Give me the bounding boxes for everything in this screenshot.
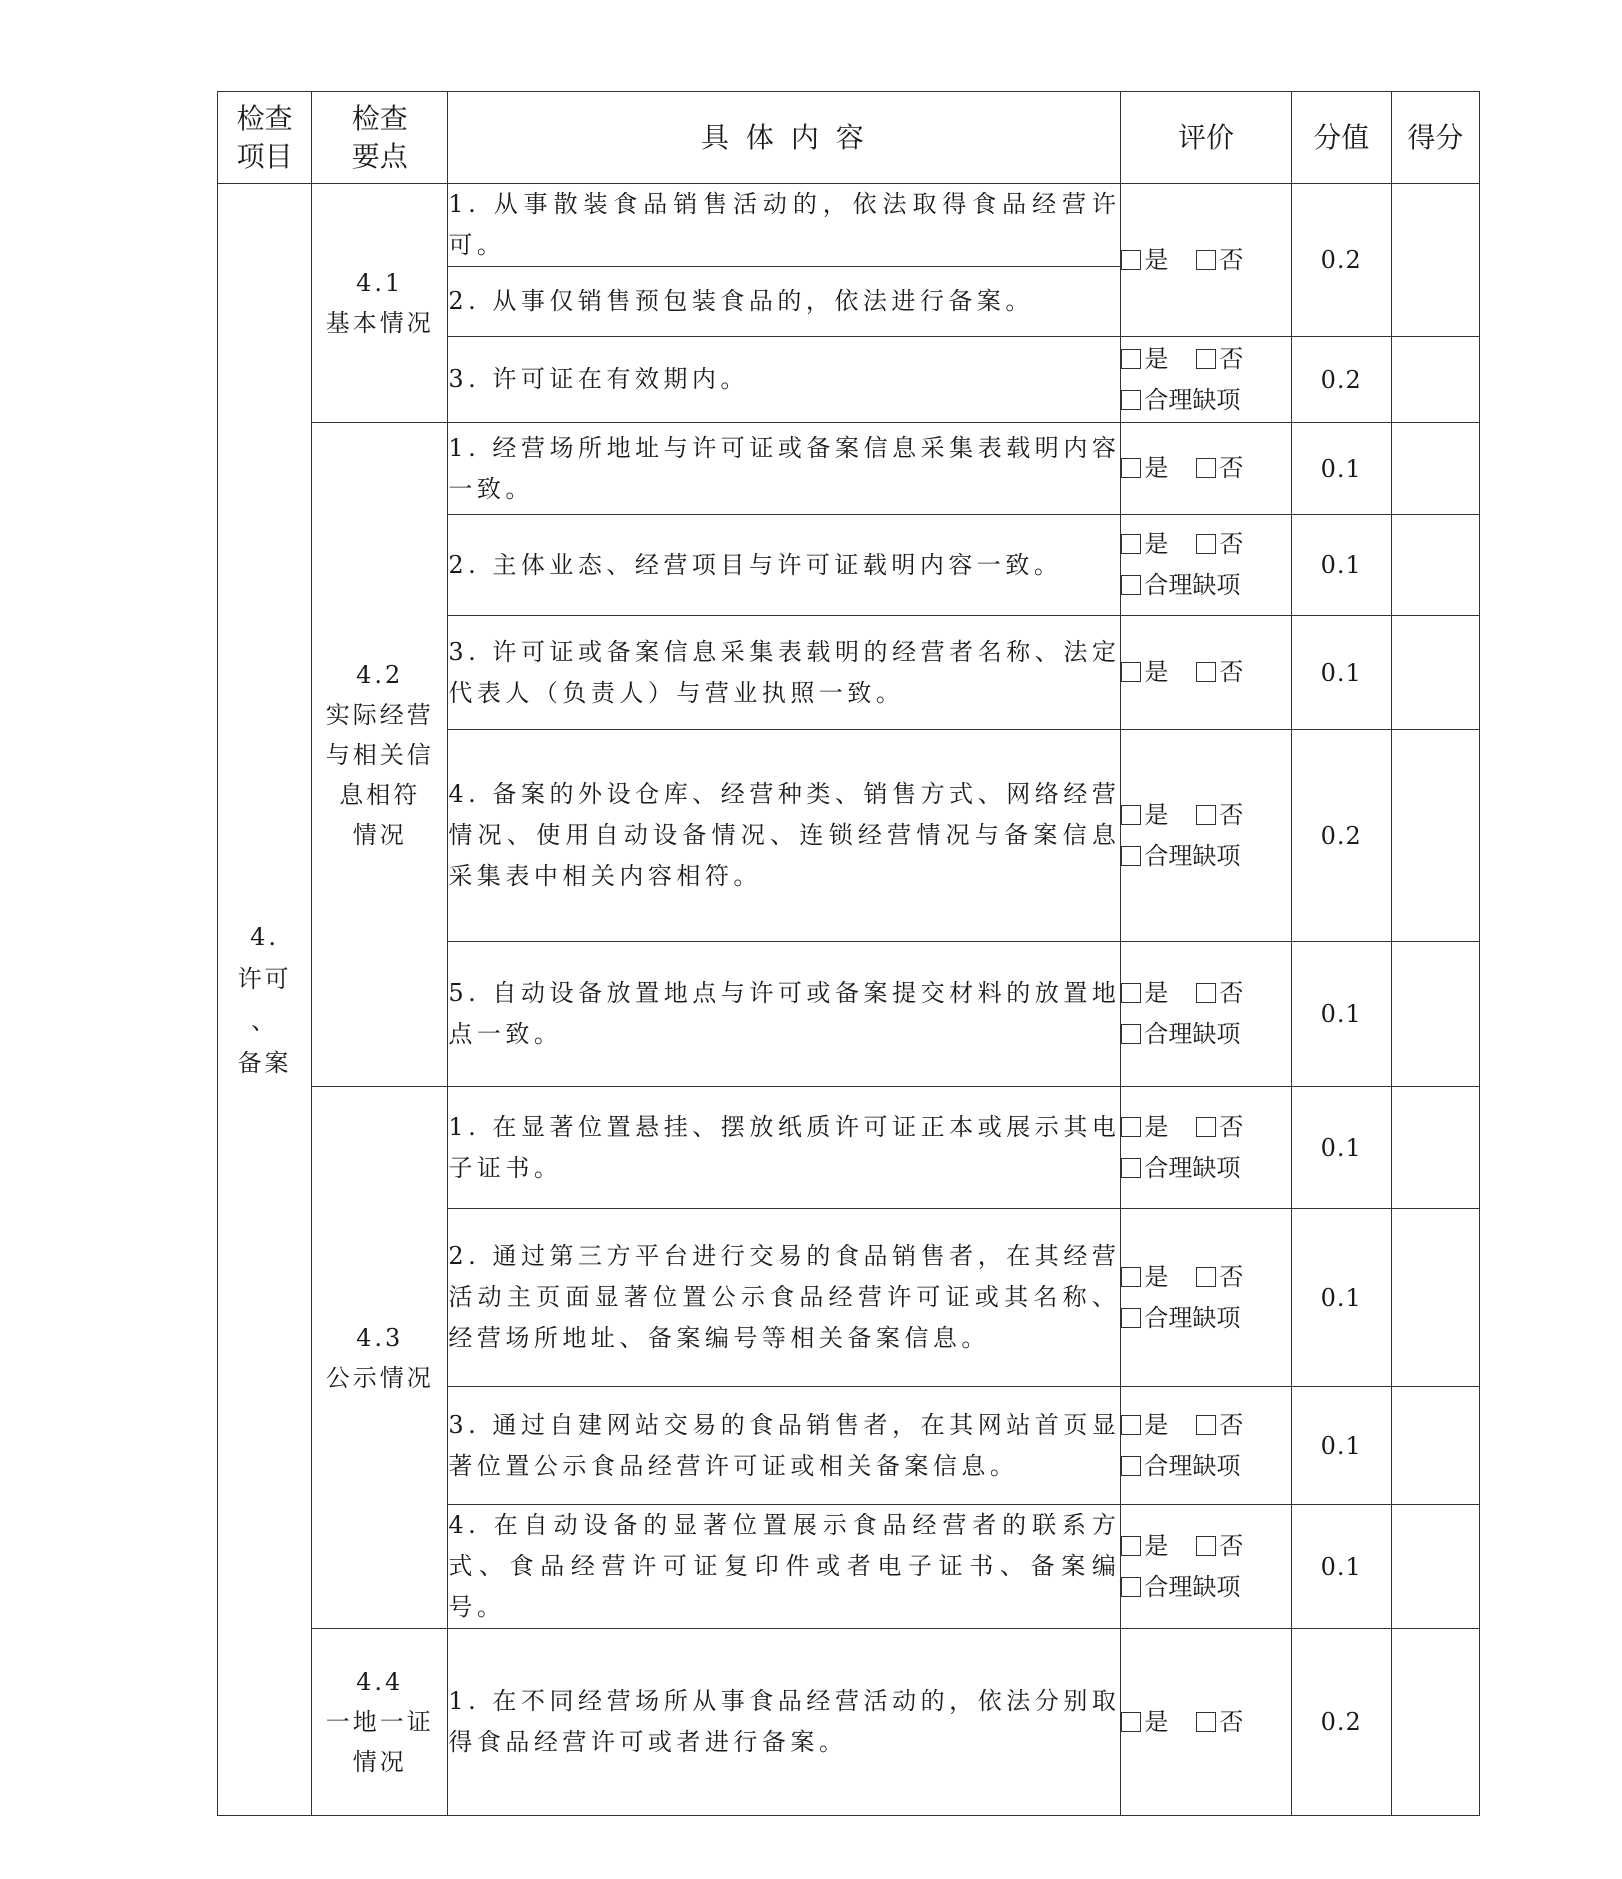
no-checkbox[interactable]	[1196, 458, 1216, 478]
obtained-score-cell[interactable]	[1391, 337, 1479, 423]
evaluation-cell: 是 否	[1121, 423, 1291, 515]
content-cell: 1. 在不同经营场所从事食品经营活动的，依法分别取得食品经营许可或者进行备案。	[448, 1629, 1121, 1816]
not-applicable-checkbox[interactable]	[1121, 1577, 1141, 1597]
score-cell: 0.1	[1291, 1087, 1391, 1209]
header-score: 分值	[1291, 92, 1391, 184]
content-cell: 2. 从事仅销售预包装食品的，依法进行备案。	[448, 267, 1121, 337]
table-row	[218, 184, 1480, 267]
inspection-table	[217, 91, 1480, 1816]
evaluation-cell: 是 否 合理缺项	[1121, 1505, 1291, 1629]
group-cell: 4.1 基本情况	[312, 184, 448, 423]
obtained-score-cell[interactable]	[1391, 423, 1479, 515]
yes-checkbox[interactable]	[1121, 250, 1141, 270]
table-row	[218, 423, 1480, 515]
obtained-score-cell[interactable]	[1391, 1505, 1479, 1629]
yes-checkbox[interactable]	[1121, 662, 1141, 682]
yes-checkbox[interactable]	[1121, 349, 1141, 369]
score-cell: 0.1	[1291, 616, 1391, 730]
content-cell: 3. 通过自建网站交易的食品销售者，在其网站首页显著位置公示食品经营许可证或相关备案信息。	[448, 1387, 1121, 1505]
header-row	[218, 92, 1480, 184]
group-cell: 4.3 公示情况	[312, 1087, 448, 1629]
score-cell: 0.1	[1291, 423, 1391, 515]
no-checkbox[interactable]	[1196, 534, 1216, 554]
obtained-score-cell[interactable]	[1391, 1209, 1479, 1387]
table-row	[218, 1087, 1480, 1209]
evaluation-cell: 是 否 合理缺项	[1121, 1209, 1291, 1387]
header-content: 具 体 内 容	[448, 92, 1121, 184]
not-applicable-checkbox[interactable]	[1121, 1024, 1141, 1044]
content-cell: 3. 许可证在有效期内。	[448, 337, 1121, 423]
header-inspection-item: 检查 项目	[218, 92, 312, 184]
content-cell: 4. 在自动设备的显著位置展示食品经营者的联系方式、食品经营许可证复印件或者电子证书、备案编号。	[448, 1505, 1121, 1629]
not-applicable-checkbox[interactable]	[1121, 575, 1141, 595]
score-cell: 0.2	[1291, 730, 1391, 942]
yes-checkbox[interactable]	[1121, 534, 1141, 554]
obtained-score-cell[interactable]	[1391, 942, 1479, 1087]
obtained-score-cell[interactable]	[1391, 1387, 1479, 1505]
no-checkbox[interactable]	[1196, 983, 1216, 1003]
obtained-score-cell[interactable]	[1391, 184, 1479, 337]
table-row	[218, 1629, 1480, 1816]
yes-checkbox[interactable]	[1121, 458, 1141, 478]
content-cell: 1. 从事散装食品销售活动的，依法取得食品经营许可。	[448, 184, 1121, 267]
header-obtained: 得分	[1391, 92, 1479, 184]
header-inspection-point: 检查 要点	[312, 92, 448, 184]
not-applicable-checkbox[interactable]	[1121, 1456, 1141, 1476]
score-cell: 0.1	[1291, 1387, 1391, 1505]
evaluation-cell: 是 否	[1121, 184, 1291, 337]
no-checkbox[interactable]	[1196, 1712, 1216, 1732]
evaluation-cell: 是 否 合理缺项	[1121, 1387, 1291, 1505]
no-checkbox[interactable]	[1196, 250, 1216, 270]
no-checkbox[interactable]	[1196, 1117, 1216, 1137]
content-cell: 5. 自动设备放置地点与许可或备案提交材料的放置地点一致。	[448, 942, 1121, 1087]
no-checkbox[interactable]	[1196, 349, 1216, 369]
yes-checkbox[interactable]	[1121, 983, 1141, 1003]
group-cell: 4.4 一地一证 情况	[312, 1629, 448, 1816]
header-evaluation: 评价	[1121, 92, 1291, 184]
obtained-score-cell[interactable]	[1391, 1629, 1479, 1816]
no-checkbox[interactable]	[1196, 805, 1216, 825]
content-cell: 3. 许可证或备案信息采集表载明的经营者名称、法定代表人（负责人）与营业执照一致。	[448, 616, 1121, 730]
content-cell: 2. 主体业态、经营项目与许可证载明内容一致。	[448, 515, 1121, 616]
evaluation-cell: 是 否 合理缺项	[1121, 1087, 1291, 1209]
score-cell: 0.2	[1291, 337, 1391, 423]
no-checkbox[interactable]	[1196, 662, 1216, 682]
score-cell: 0.2	[1291, 1629, 1391, 1816]
score-cell: 0.1	[1291, 942, 1391, 1087]
evaluation-cell: 是 否 合理缺项	[1121, 942, 1291, 1087]
yes-checkbox[interactable]	[1121, 1536, 1141, 1556]
evaluation-cell: 是 否	[1121, 616, 1291, 730]
not-applicable-checkbox[interactable]	[1121, 390, 1141, 410]
content-cell: 4. 备案的外设仓库、经营种类、销售方式、网络经营情况、使用自动设备情况、连锁经营情况与备案信息采集表中相关内容相符。	[448, 730, 1121, 942]
not-applicable-checkbox[interactable]	[1121, 1158, 1141, 1178]
group-cell: 4.2 实际经营 与相关信 息相符 情况	[312, 423, 448, 1087]
no-checkbox[interactable]	[1196, 1415, 1216, 1435]
no-checkbox[interactable]	[1196, 1267, 1216, 1287]
score-cell: 0.1	[1291, 1505, 1391, 1629]
content-cell: 2. 通过第三方平台进行交易的食品销售者，在其经营活动主页面显著位置公示食品经营许可证或其名称、经营场所地址、备案编号等相关备案信息。	[448, 1209, 1121, 1387]
yes-checkbox[interactable]	[1121, 1267, 1141, 1287]
score-cell: 0.2	[1291, 184, 1391, 337]
section-cell: 4. 许可 、 备案	[218, 184, 312, 1816]
not-applicable-checkbox[interactable]	[1121, 1308, 1141, 1328]
content-cell: 1. 在显著位置悬挂、摆放纸质许可证正本或展示其电子证书。	[448, 1087, 1121, 1209]
evaluation-cell: 是 否 合理缺项	[1121, 337, 1291, 423]
yes-checkbox[interactable]	[1121, 805, 1141, 825]
yes-checkbox[interactable]	[1121, 1117, 1141, 1137]
yes-checkbox[interactable]	[1121, 1712, 1141, 1732]
evaluation-cell: 是 否	[1121, 1629, 1291, 1816]
obtained-score-cell[interactable]	[1391, 730, 1479, 942]
obtained-score-cell[interactable]	[1391, 1087, 1479, 1209]
score-cell: 0.1	[1291, 1209, 1391, 1387]
not-applicable-checkbox[interactable]	[1121, 846, 1141, 866]
evaluation-cell: 是 否 合理缺项	[1121, 515, 1291, 616]
obtained-score-cell[interactable]	[1391, 515, 1479, 616]
no-checkbox[interactable]	[1196, 1536, 1216, 1556]
obtained-score-cell[interactable]	[1391, 616, 1479, 730]
content-cell: 1. 经营场所地址与许可证或备案信息采集表载明内容一致。	[448, 423, 1121, 515]
score-cell: 0.1	[1291, 515, 1391, 616]
yes-checkbox[interactable]	[1121, 1415, 1141, 1435]
evaluation-cell: 是 否 合理缺项	[1121, 730, 1291, 942]
